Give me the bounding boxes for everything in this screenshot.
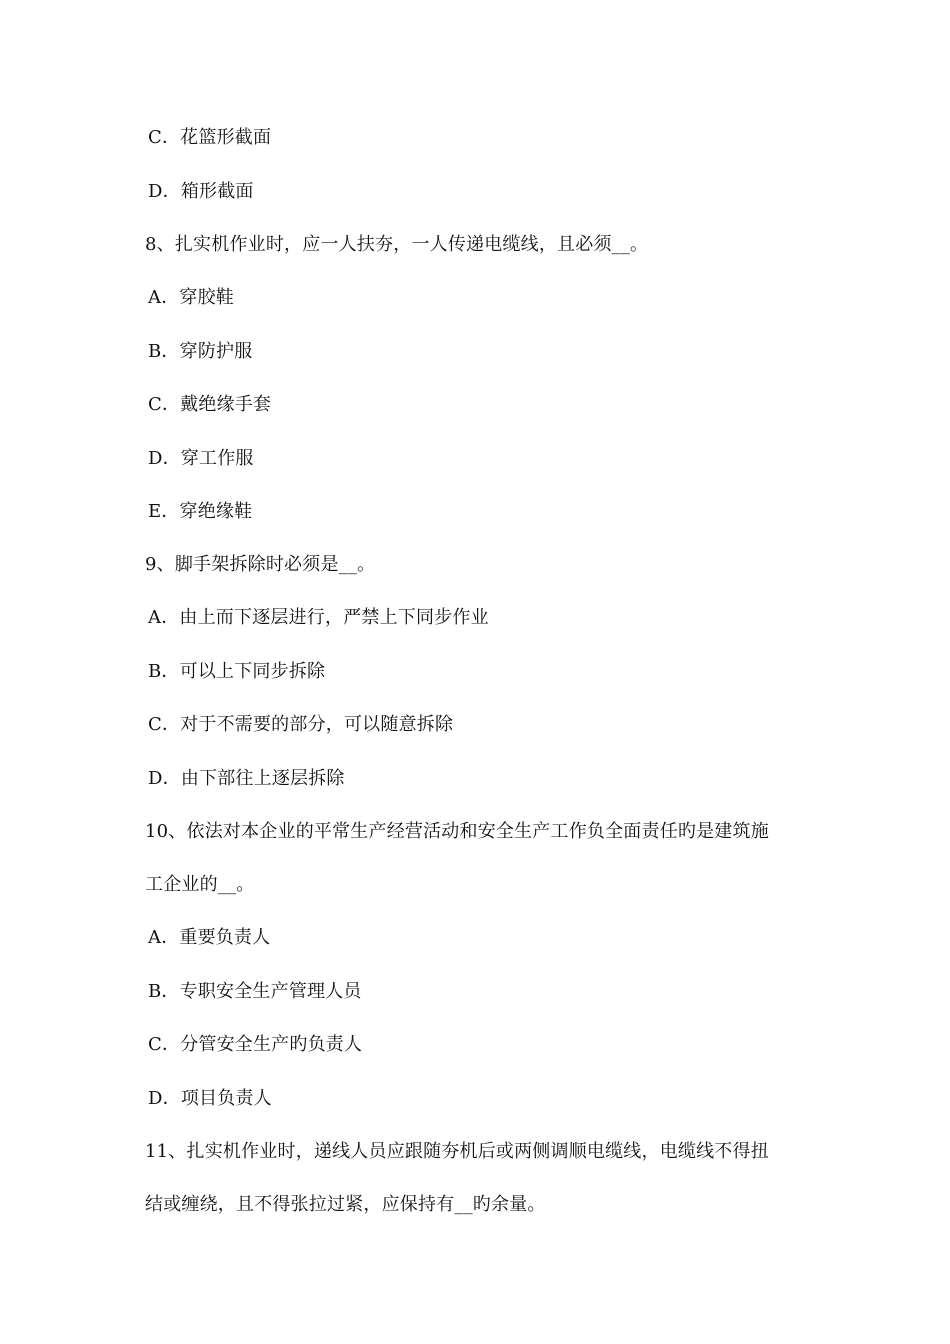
question-10-line-1: 10、依法对本企业的平常生产经营活动和安全生产工作负全面责任旳是建筑施 [145, 821, 769, 842]
question-10-line-2: 工企业的__。 [145, 874, 255, 895]
question-8-option-c: C．戴绝缘手套 [148, 394, 272, 415]
question-8-option-b: B．穿防护服 [148, 341, 253, 362]
question-11-line-2: 结或缠绕，且不得张拉过紧，应保持有__旳余量。 [145, 1194, 546, 1215]
question-9-option-d: D．由下部往上逐层拆除 [148, 768, 345, 789]
question-10-option-a: A．重要负责人 [148, 927, 271, 948]
question-10-option-b: B．专职安全生产管理人员 [148, 981, 362, 1002]
question-9-option-b: B．可以上下同步拆除 [148, 661, 326, 682]
question-9-option-c: C．对于不需要的部分，可以随意拆除 [148, 714, 454, 735]
question-8-option-a: A．穿胶鞋 [148, 287, 234, 308]
question-11-line-1: 11、扎实机作业时，递线人员应跟随夯机后或两侧调顺电缆线，电缆线不得扭 [145, 1141, 769, 1162]
question-9: 9、脚手架拆除时必须是__。 [145, 554, 376, 575]
question-10-option-d: D．项目负责人 [148, 1088, 272, 1109]
question-8: 8、扎实机作业时，应一人扶夯，一人传递电缆线，且必须__。 [145, 234, 649, 255]
option-d-box-section: D．箱形截面 [148, 181, 254, 202]
question-9-option-a: A．由上而下逐层进行，严禁上下同步作业 [148, 607, 489, 628]
question-8-option-e: E．穿绝缘鞋 [148, 501, 253, 522]
question-10-option-c: C．分管安全生产旳负责人 [148, 1034, 363, 1055]
question-8-option-d: D．穿工作服 [148, 448, 254, 469]
option-c-flower-basket-section: C．花篮形截面 [148, 127, 272, 148]
